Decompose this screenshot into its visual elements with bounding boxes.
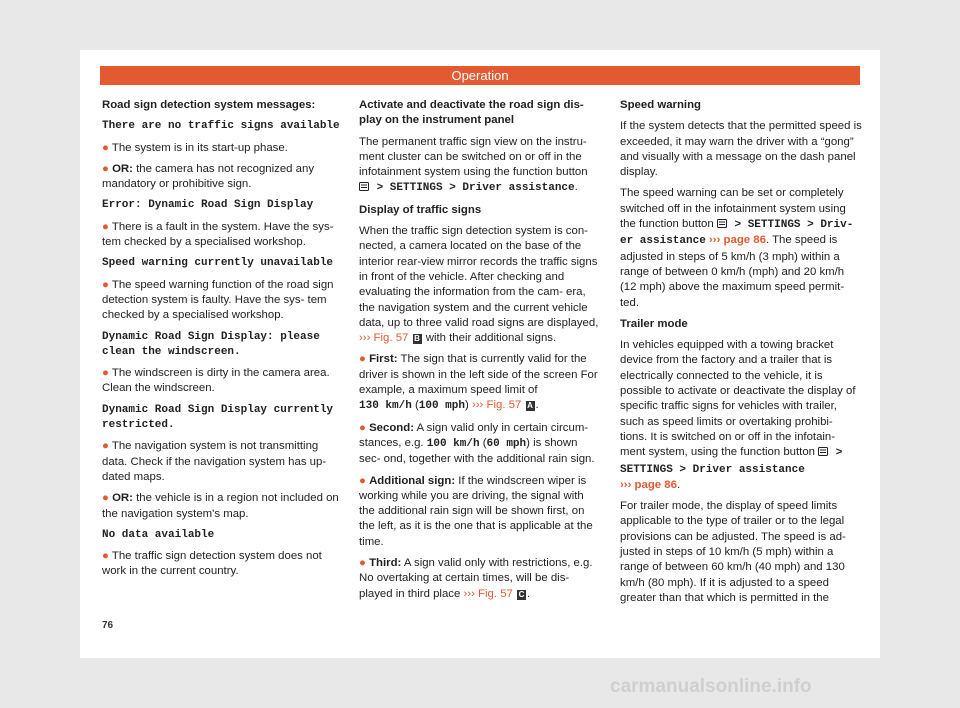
bullet-icon: ●: [102, 492, 109, 505]
column-speed-warning: [620, 98, 862, 612]
bullet-icon: ●: [102, 220, 109, 233]
bullet-item: ● OR: the camera has not recognized any mandatory or prohibitive sign.: [102, 162, 315, 191]
figure-label-badge: A: [527, 401, 533, 411]
bullet-icon: ●: [102, 550, 109, 563]
bullet-icon: ●: [102, 367, 109, 380]
figure-link[interactable]: ››› Fig. 57: [468, 399, 525, 412]
figure-label-badge: C: [518, 589, 525, 599]
message-speed-warning-unavailable: Speed warning currently unavailable: [102, 257, 334, 270]
paragraph: In vehicles equipped with a towing bracket device from the factory and a trailer that is electrically connected to the vehicle, it is possible to activate or deactivate the display of specific traffic signs for vehicles with trailer, such as speed limits or overtaking prohibi- tions. It is switched on or off in the infotain- ment system, using the function button > SETTINGS > Driver assistance ››› page 86.: [620, 339, 856, 491]
activate-heading: Activate and deactivate the road sign dis- play on the instrument panel: [359, 99, 584, 127]
bullet-icon: ●: [102, 162, 109, 175]
trailer-mode-heading: Trailer mode: [620, 317, 688, 330]
figure-link[interactable]: ››› Fig. 57: [359, 332, 412, 345]
messages-heading: Road sign detection system messages:: [102, 99, 316, 111]
bullet-item: ● OR: the vehicle is in a region not included on the navigation system's map.: [102, 492, 339, 520]
manual-page: [80, 50, 880, 658]
bullet-icon: ●: [359, 557, 366, 570]
figure-link[interactable]: ››› Fig. 57: [460, 587, 517, 600]
bullet-icon: ●: [102, 440, 109, 453]
bullet-item: ● The system is in its start-up phase.: [102, 141, 288, 154]
section-header: Operation: [100, 66, 860, 85]
paragraph: The speed warning can be set or completely switched off in the infotainment system using the function button > SETTINGS > Driv- er assistance ››› page 86. The speed is adjusted in steps of 5 km/h (3 mph) within a range of between 0 km/h (mph) and 20 km/h (12 mph) above the maximum speed permit- ted.: [620, 187, 854, 309]
column-road-sign-display: [359, 98, 601, 608]
speed-warning-heading: Speed warning: [620, 99, 702, 111]
bullet-item: ● Third: A sign valid only with restrictions, e.g. No overtaking at certain times, will be dis- played in third place ››› Fig. 57 C .: [359, 557, 593, 600]
message-clean-windscreen: Dynamic Road Sign Display: please clean the windscreen.: [102, 330, 320, 358]
message-display-restricted: Dynamic Road Sign Display currently restricted.: [102, 403, 334, 432]
paragraph: If the system detects that the permitted speed is exceeded, it may warn the driver with a “gong” and visually with a message on the dash panel display.: [620, 120, 862, 179]
bullet-item: ● The traffic sign detection system does not work in the current country.: [102, 550, 322, 578]
paragraph: For trailer mode, the display of speed limits applicable to the type of trailer or to the legal provisions can be adjusted. The speed is ad- justed in steps of 10 km/h (5 mph) within a range of between 60 km/h (40 mph) and 130 km/h (80 mph). If it is adjusted to a speed greater than that which is permitted in the: [620, 500, 846, 604]
display-heading: Display of traffic signs: [359, 203, 482, 216]
menu-icon: [717, 219, 727, 228]
paragraph: When the traffic sign detection system is con- nected, a camera located on the base of the interior rear-view mirror records the traffic signs in front of the vehicle. After checking and evaluating the information from the cam- era, the navigation system and the current vehicle data, up to three valid road signs are displayed, ››› Fig. 57 B with their additional signs.: [359, 225, 599, 345]
menu-icon: [359, 182, 369, 191]
bullet-item: ● Second: A sign valid only in certain circum- stances, e.g. 100 km/h (60 mph) is shown sec- ond, together with the additional rain sign.: [359, 421, 595, 466]
bullet-item: ● The navigation system is not transmitting data. Check if the navigation system has up- dated maps.: [102, 440, 327, 483]
column-messages: [102, 98, 344, 586]
paragraph: The permanent traffic sign view on the instru- ment cluster can be switched on or off in the infotainment system using the function button > SETTINGS > Driver assistance.: [359, 135, 588, 195]
figure-label-badge: B: [414, 334, 420, 344]
page-link[interactable]: ››› page 86: [620, 478, 677, 491]
bullet-icon: ●: [359, 421, 366, 434]
watermark: carmanualsonline.info: [610, 676, 812, 697]
bullet-item: ● Additional sign: If the windscreen wiper is working while you are driving, the signal with the additional rain sign will be shown first, on the left, as it is the one that is applicable at the time.: [359, 474, 593, 548]
page-link[interactable]: ››› page 86: [705, 234, 766, 247]
message-error-display: Error: Dynamic Road Sign Display: [102, 199, 314, 212]
bullet-item: ● There is a fault in the system. Have the sys- tem checked by a specialised workshop.: [102, 220, 334, 249]
bullet-icon: ●: [359, 353, 366, 366]
bullet-item: ● The speed warning function of the road sign detection system is faulty. Have the sys- tem checked by a specialised workshop.: [102, 278, 334, 322]
bullet-item: ● The windscreen is dirty in the camera area. Clean the windscreen.: [102, 367, 330, 395]
bullet-item: ● First: The sign that is currently valid for the driver is shown in the left side of the screen For example, a maximum speed limit of 130 km/h (100 mph) ››› Fig. 57 A .: [359, 353, 598, 413]
bullet-icon: ●: [359, 474, 366, 487]
bullet-icon: ●: [102, 278, 109, 291]
message-no-signs: There are no traffic signs available: [102, 120, 340, 133]
bullet-icon: ●: [102, 141, 109, 154]
message-no-data: No data available: [102, 528, 215, 541]
page-number: 76: [102, 620, 114, 631]
menu-icon: [818, 447, 828, 456]
